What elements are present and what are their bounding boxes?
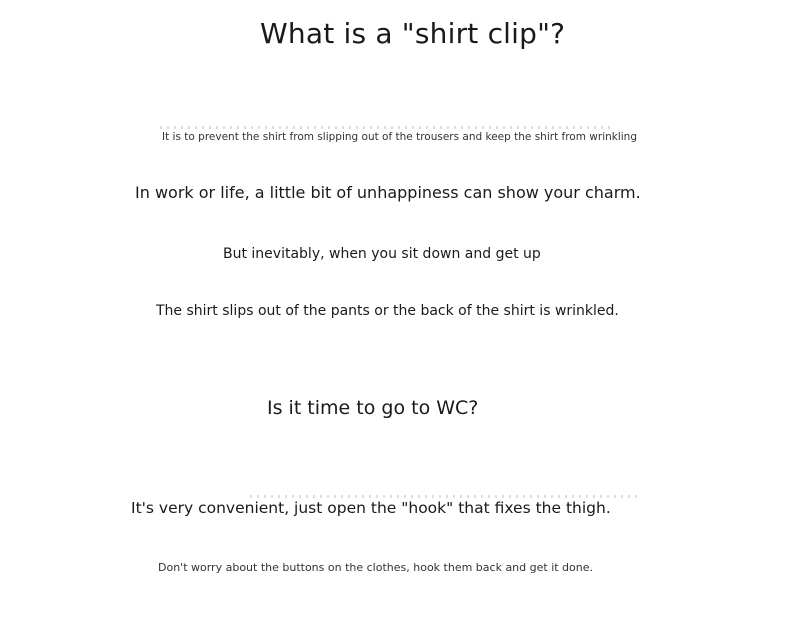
text-line-sit-down: But inevitably, when you sit down and get up [223,246,541,262]
text-line-convenient: It's very convenient, just open the "hook" that fixes the thigh. [131,499,611,517]
page-title: What is a "shirt clip"? [260,17,566,50]
text-line-wc-question: Is it time to go to WC? [267,397,479,419]
text-line-buttons: Don't worry about the buttons on the clothes, hook them back and get it done. [158,561,594,574]
text-line-shirt-slips: The shirt slips out of the pants or the back of the shirt is wrinkled. [156,303,619,319]
scan-artifact [160,126,615,129]
scan-artifact [250,495,640,498]
text-line-purpose: It is to prevent the shirt from slipping out of the trousers and keep the shirt from wrinkling [162,131,638,143]
text-line-charm: In work or life, a little bit of unhappiness can show your charm. [135,183,641,202]
